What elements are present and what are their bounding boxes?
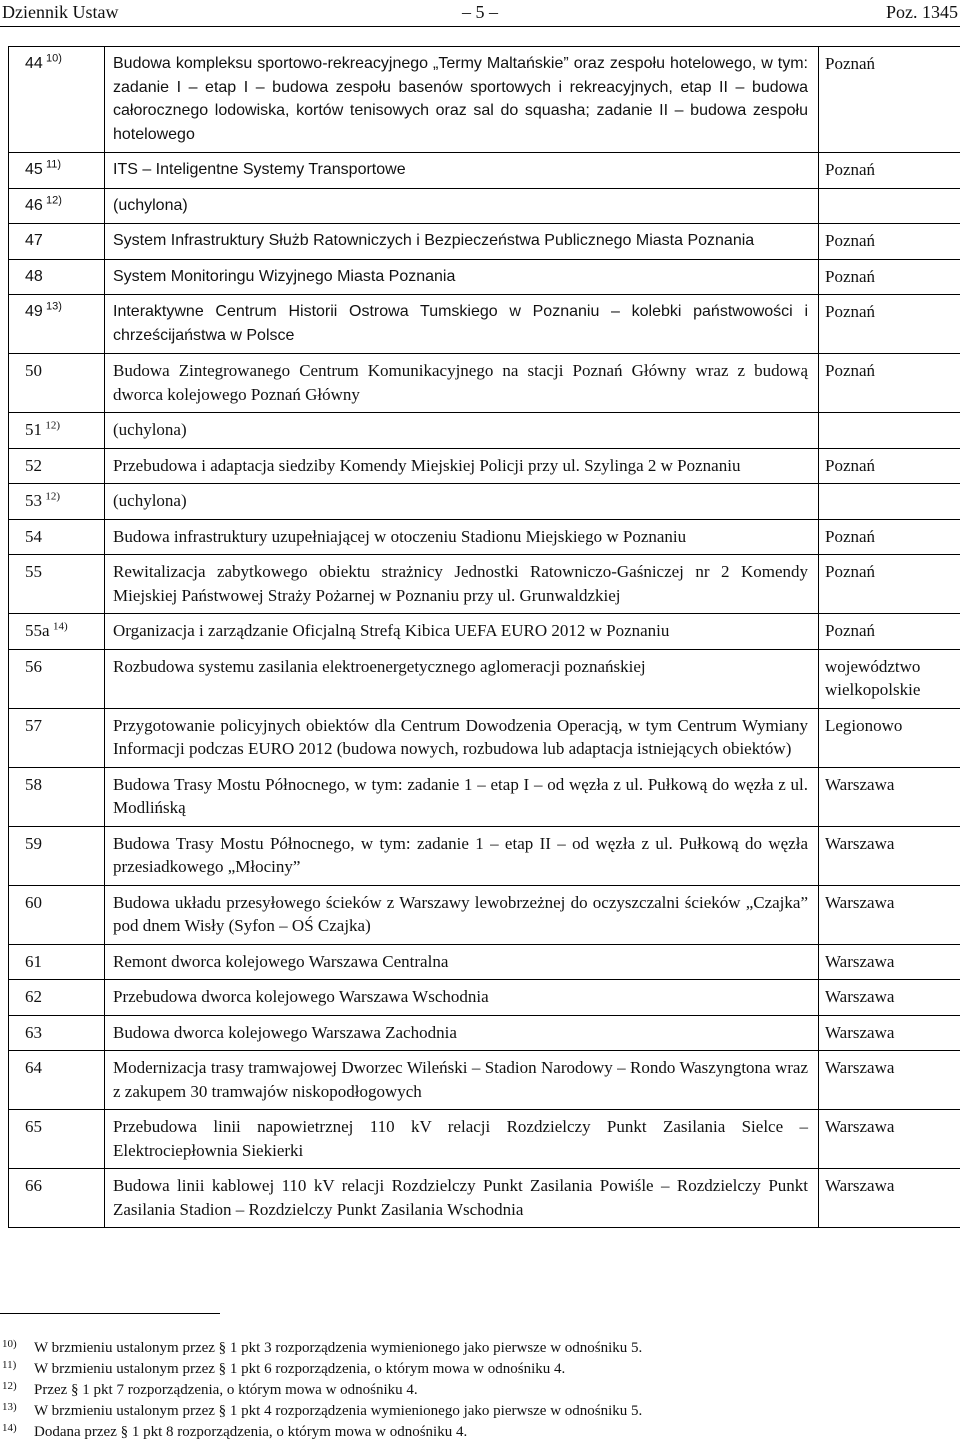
investment-name: Budowa dworca kolejowego Warszawa Zachodnia: [105, 1015, 819, 1051]
row-number: [9, 555, 105, 614]
row-number: [9, 708, 105, 767]
row-number: [9, 153, 105, 189]
investment-name: Budowa Zintegrowanego Centrum Komunikacyjnego na stacji Poznań Główny wraz z budową dworca kolejowego Poznań Główny: [105, 354, 819, 413]
item-reference: Poz. 1345: [886, 2, 958, 22]
investment-name: Organizacja i zarządzanie Oficjalną Strefą Kibica UEFA EURO 2012 w Poznaniu: [105, 614, 819, 650]
table-row: [9, 224, 960, 260]
investment-location: Warszawa: [819, 1051, 960, 1110]
row-number-text: 55: [25, 562, 42, 581]
row-number: [9, 224, 105, 260]
investment-location: Legionowo: [819, 708, 960, 767]
footnote-ref: 11): [46, 158, 62, 171]
footnote-ref: 12): [45, 419, 61, 432]
investment-location: Poznań: [819, 448, 960, 484]
page-header: [0, 0, 960, 26]
investment-name: Budowa infrastruktury uzupełniającej w otoczeniu Stadionu Miejskiego w Poznaniu: [105, 519, 819, 555]
footnote: [2, 1338, 952, 1359]
table-row: [9, 767, 960, 826]
investment-location: Warszawa: [819, 767, 960, 826]
investment-name: Przebudowa dworca kolejowego Warszawa Wschodnia: [105, 980, 819, 1016]
row-number: [9, 188, 105, 224]
footnote-ref: 12): [46, 194, 62, 207]
investment-name: Przebudowa i adaptacja siedziby Komendy Miejskiej Policji przy ul. Szylinga 2 w Poznaniu: [105, 448, 819, 484]
row-number: [9, 448, 105, 484]
row-number-text: 50: [25, 361, 42, 380]
row-number-text: 55a: [25, 621, 50, 640]
investment-name: Rozbudowa systemu zasilania elektroenergetycznego aglomeracji poznańskiej: [105, 649, 819, 708]
investment-name: Remont dworca kolejowego Warszawa Centralna: [105, 944, 819, 980]
footnote-text: W brzmieniu ustalonym przez § 1 pkt 3 rozporządzenia wymienionego jako pierwsze w odnośniku 5.: [34, 1340, 643, 1356]
investment-name: ITS – Inteligentne Systemy Transportowe: [105, 153, 819, 189]
investments-table: [8, 46, 960, 1228]
investment-location: Warszawa: [819, 826, 960, 885]
row-number-text: 58: [25, 774, 42, 794]
table-row: [9, 484, 960, 520]
footnote-text: Dodana przez § 1 pkt 8 rozporządzenia, o którym mowa w odnośniku 4.: [34, 1424, 468, 1440]
table-row: [9, 885, 960, 944]
row-number: [9, 826, 105, 885]
row-number-text: 45: [25, 161, 43, 178]
table-row: [9, 47, 960, 153]
row-number-text: 62: [25, 987, 42, 1006]
table-row: [9, 708, 960, 767]
investment-location: Poznań: [819, 224, 960, 260]
footnote: [2, 1422, 952, 1443]
investment-location: Poznań: [819, 354, 960, 413]
table-row: [9, 614, 960, 650]
investment-name: (uchylona): [105, 188, 819, 224]
row-number-text: 47: [25, 232, 43, 249]
footnote: [2, 1401, 952, 1422]
investment-location: Poznań: [819, 519, 960, 555]
table-row: [9, 649, 960, 708]
header-divider: [0, 26, 960, 27]
investment-location: Poznań: [819, 153, 960, 189]
investment-location: Warszawa: [819, 1169, 960, 1228]
row-number: [9, 413, 105, 449]
row-number-text: 52: [25, 455, 42, 475]
row-number-text: 60: [25, 892, 42, 912]
investment-name: Budowa układu przesyłowego ścieków z Warszawy lewobrzeżnej do oczyszczalni ścieków „Czajka” pod dnem Wisły (Syfon – OŚ Czajka): [105, 885, 819, 944]
investment-location: Poznań: [819, 614, 960, 650]
investment-name: (uchylona): [105, 484, 819, 520]
footnote-mark: 11): [2, 1359, 17, 1371]
investment-location: Warszawa: [819, 1110, 960, 1169]
page-number: – 5 –: [462, 2, 498, 22]
table-row: [9, 555, 960, 614]
investment-name: Interaktywne Centrum Historii Ostrowa Tumskiego w Poznaniu – kolebki państwowości i chrześcijaństwa w Polsce: [105, 295, 819, 354]
investment-location: Poznań: [819, 555, 960, 614]
footnote-ref: 12): [45, 490, 61, 503]
table-row: [9, 354, 960, 413]
footnotes: [2, 1338, 952, 1443]
table-row: [9, 448, 960, 484]
footnote-text: Przez § 1 pkt 7 rozporządzenia, o którym mowa w odnośniku 4.: [34, 1382, 418, 1398]
table-row: [9, 188, 960, 224]
row-number: [9, 980, 105, 1016]
row-number: [9, 354, 105, 413]
row-number: [9, 885, 105, 944]
table-row: [9, 980, 960, 1016]
row-number-text: 44: [25, 55, 43, 72]
investment-location: [819, 188, 960, 224]
investment-name: Budowa Trasy Mostu Północnego, w tym: zadanie 1 – etap I – od węzła z ul. Pułkową do węzła z ul. Modlińską: [105, 767, 819, 826]
investment-name: System Infrastruktury Służb Ratowniczych i Bezpieczeństwa Publicznego Miasta Poznania: [105, 224, 819, 260]
table-row: [9, 259, 960, 295]
investment-location: województwo wielkopolskie: [819, 649, 960, 708]
row-number: [9, 1015, 105, 1051]
table-row: [9, 944, 960, 980]
row-number: [9, 1051, 105, 1110]
investment-name: Budowa Trasy Mostu Północnego, w tym: zadanie 1 – etap II – od węzła z ul. Pułkową do węzła przesiadkowego „Młociny”: [105, 826, 819, 885]
row-number: [9, 944, 105, 980]
row-number-text: 54: [25, 526, 42, 546]
investment-name: System Monitoringu Wizyjnego Miasta Poznania: [105, 259, 819, 295]
row-number: [9, 649, 105, 708]
footnote-mark: 12): [2, 1380, 17, 1392]
investment-location: Warszawa: [819, 885, 960, 944]
row-number-text: 51: [25, 420, 42, 439]
row-number-text: 48: [25, 267, 43, 285]
row-number-text: 46: [25, 196, 43, 214]
row-number: [9, 614, 105, 650]
row-number: [9, 767, 105, 826]
footnote-ref: 13): [46, 300, 62, 313]
investment-location: [819, 484, 960, 520]
table-row: [9, 413, 960, 449]
investment-name: Przygotowanie policyjnych obiektów dla Centrum Dowodzenia Operacją, w tym Centrum Wymiany Informacji podczas EURO 2012 (budowa nowych, rozbudowa lub adaptacja istniejących obiektów): [105, 708, 819, 767]
footnote-mark: 14): [2, 1422, 17, 1434]
investment-location: Poznań: [819, 295, 960, 354]
investment-name: Rewitalizacja zabytkowego obiektu strażnicy Jednostki Ratowniczo-Gaśniczej nr 2 Komendy Miejskiej Państwowej Straży Pożarnej w Poznaniu przy ul. Grunwaldzkiej: [105, 555, 819, 614]
footnote-text: W brzmieniu ustalonym przez § 1 pkt 6 rozporządzenia, o którym mowa w odnośniku 4.: [34, 1361, 566, 1377]
table-row: [9, 826, 960, 885]
investment-name: Przebudowa linii napowietrznej 110 kV relacji Rozdzielczy Punkt Zasilania Sielce – Elektrociepłownia Siekierki: [105, 1110, 819, 1169]
table-row: [9, 519, 960, 555]
row-number-text: 64: [25, 1058, 42, 1077]
journal-title: Dziennik Ustaw: [2, 2, 119, 22]
row-number-text: 66: [25, 1176, 42, 1195]
investment-location: Poznań: [819, 259, 960, 295]
footnote-ref: 14): [52, 620, 68, 633]
footnote-mark: 10): [2, 1338, 17, 1350]
footnote: [2, 1380, 952, 1401]
row-number-text: 65: [25, 1117, 42, 1136]
footnote-mark: 13): [2, 1401, 17, 1413]
row-number: [9, 1110, 105, 1169]
row-number: [9, 259, 105, 295]
table-row: [9, 1051, 960, 1110]
row-number: [9, 295, 105, 354]
investment-name: Budowa kompleksu sportowo-rekreacyjnego „Termy Maltańskie” oraz zespołu hotelowego, w tym: zadanie I – etap I – budowa zespołu basenów sportowych i rekreacyjnych, etap II – budowa całorocznego lodowiska, kortów tenisowych oraz sal do squasha; zadanie II – budowa zespołu hotelowego: [105, 47, 819, 153]
footnote: [2, 1359, 952, 1380]
investment-location: [819, 413, 960, 449]
row-number: [9, 1169, 105, 1228]
table-row: [9, 1169, 960, 1228]
footnote-ref: 10): [46, 52, 62, 65]
row-number-text: 61: [25, 951, 42, 971]
investment-location: Poznań: [819, 47, 960, 153]
row-number-text: 49: [25, 303, 43, 320]
footnote-text: W brzmieniu ustalonym przez § 1 pkt 4 rozporządzenia wymienionego jako pierwsze w odnośniku 5.: [34, 1403, 643, 1419]
row-number-text: 56: [25, 656, 42, 676]
investment-location: Warszawa: [819, 980, 960, 1016]
table-row: [9, 1110, 960, 1169]
row-number: [9, 519, 105, 555]
table-row: [9, 153, 960, 189]
table-row: [9, 1015, 960, 1051]
row-number-text: 59: [25, 833, 42, 853]
investment-name: (uchylona): [105, 413, 819, 449]
row-number: [9, 484, 105, 520]
investment-location: Warszawa: [819, 1015, 960, 1051]
investment-name: Budowa linii kablowej 110 kV relacji Rozdzielczy Punkt Zasilania Powiśle – Rozdzielczy Punkt Zasilania Stadion – Rozdzielczy Punkt Zasilania Wschodnia: [105, 1169, 819, 1228]
footnote-divider: [0, 1313, 220, 1314]
investment-name: Modernizacja trasy tramwajowej Dworzec Wileński – Stadion Narodowy – Rondo Waszyngtona wraz z zakupem 30 tramwajów niskopodłogowych: [105, 1051, 819, 1110]
table-row: [9, 295, 960, 354]
row-number-text: 53: [25, 491, 42, 510]
row-number-text: 57: [25, 715, 42, 735]
row-number: [9, 47, 105, 153]
row-number-text: 63: [25, 1022, 42, 1042]
investment-location: Warszawa: [819, 944, 960, 980]
